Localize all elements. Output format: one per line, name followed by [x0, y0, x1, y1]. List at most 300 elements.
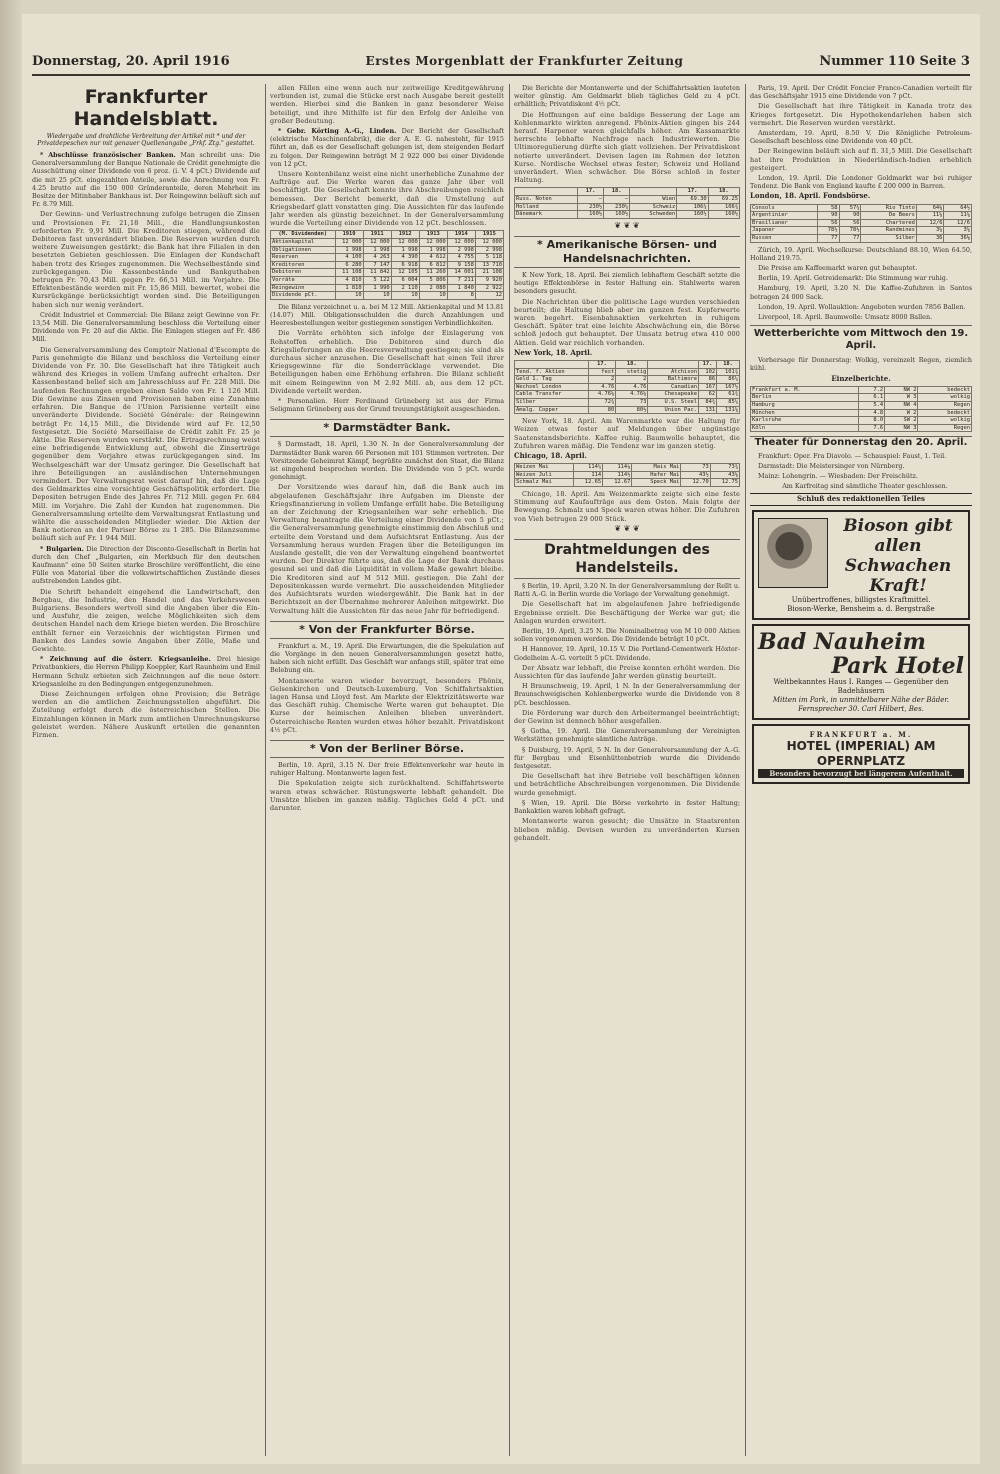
article — [32, 151, 260, 208]
table-cell: 90 — [817, 212, 839, 220]
table-cell: 1 998 — [391, 246, 419, 254]
table-cell: fest — [588, 368, 615, 376]
article-filler-text: Der Reingewinn beläuft sich auf fl. 31,5 Mill. Die Gesellschaft hat ihre Produktion in Niederländisch-Indien erheblich gesteigert. — [750, 147, 972, 172]
table-header-cell: 1914 — [447, 231, 475, 239]
article-filler-text: allen Fällen eine wenn auch nur zeitweilige Kreditgewährung verbunden ist, zumal die Stücke erst nach Ausgabe bereit gestellt werden. Hierbei sind die Banken in ganz besonderer Weise beteiligt, und ihre Mithilfe ist für den Erfolg der Anleihe von großer Bedeutung. — [270, 84, 504, 125]
table-cell: 21 108 — [475, 269, 503, 277]
table-row — [515, 211, 740, 219]
table-cell: Obligationen — [271, 246, 336, 254]
table-row — [751, 386, 972, 394]
table-header-cell: (M. Dividenden) — [271, 231, 336, 239]
table-row — [271, 246, 504, 254]
table-row — [751, 409, 972, 417]
table-row — [515, 471, 740, 479]
table-cell: 14 001 — [447, 269, 475, 277]
new-york-table — [514, 360, 740, 414]
table-header-cell — [648, 361, 699, 369]
chicago-table-title: Chicago, 18. April. — [514, 451, 587, 461]
table-cell: Kreditoren — [271, 261, 336, 269]
table-cell: — — [604, 196, 630, 204]
table-cell: Tend. f. Aktien — [515, 368, 589, 376]
list-item: Frankfurt: Oper. Fra Diavolo. — Schauspiel: Faust, 1. Teil. — [758, 451, 947, 460]
table-cell: 11⅝ — [916, 212, 944, 220]
weather-title: Wetterberichte vom Mittwoch den 19. April. — [750, 325, 972, 352]
table-cell: 57¾ — [839, 204, 861, 212]
table-cell: 1 998 — [335, 246, 363, 254]
table-cell: 12.70 — [681, 479, 710, 487]
table-cell: 10 — [335, 292, 363, 300]
column-4 — [750, 84, 972, 1456]
table-cell: Consols — [751, 204, 818, 212]
article: Berlin, 19. April, 3.15 N. Der freie Effektenverkehr war heute in ruhiger Haltung. Montanwerte lagen fest. — [270, 760, 504, 778]
table-cell: 85¼ — [717, 399, 740, 407]
table-cell: Regen — [918, 424, 972, 432]
list-item: London, 19. April. Wollauktion: Angeboten wurden 7856 Ballen. — [758, 302, 966, 311]
table-cell: 2 922 — [475, 284, 503, 292]
table-cell: 86 — [698, 376, 716, 384]
column-rule — [265, 84, 266, 1456]
table-cell: Schmalz Mai — [515, 479, 574, 487]
table-cell: 13 710 — [475, 261, 503, 269]
table-cell: 3⅝ — [944, 227, 972, 235]
hotel-imperial-ad-title: HOTEL (IMPERIAL) AM OPERNPLATZ — [786, 738, 936, 768]
table-cell: 6 812 — [419, 261, 447, 269]
list-item: § Gotha, 19. April. Die Generalversammlung der Vereinigten Werkstätten genehmigte sämtliche Anträge. — [514, 727, 740, 744]
table-cell: Hamburg — [751, 402, 859, 410]
table-cell: 73 — [681, 464, 710, 472]
table-cell: 4.76 — [616, 383, 648, 391]
devisen-table — [514, 187, 740, 218]
list-item: § Duisburg, 19. April, 5 N. In der Generalversammlung der A.-G. für Bergbau und Eisenhüttenbetrieb wurde die Dividende festgesetzt. — [514, 745, 740, 771]
table-cell: Weizen Juli — [515, 471, 574, 479]
list-item: Liverpool, 18. April. Baumwolle: Umsatz 8000 Ballen. — [758, 313, 933, 322]
table-cell: 101¾ — [717, 368, 740, 376]
table-cell: 10 — [391, 292, 419, 300]
table-cell: 56 — [817, 219, 839, 227]
table-cell: 56 — [839, 219, 861, 227]
theater-title: Theater für Donnerstag den 20. April. — [750, 436, 972, 447]
table-cell: Japaner — [751, 227, 818, 235]
table-row — [515, 391, 740, 399]
table-row — [515, 203, 740, 211]
table-row — [271, 269, 504, 277]
table-cell: Speck Mai — [632, 479, 681, 487]
table-cell: NW 2 — [885, 386, 918, 394]
table-header-cell: 18. — [717, 361, 740, 369]
table-cell: Reserven — [271, 254, 336, 262]
london-table — [750, 204, 972, 243]
table-cell: 5 806 — [419, 277, 447, 285]
table-cell: 160½ — [604, 211, 630, 219]
table-row — [271, 284, 504, 292]
table-cell: Schweden — [630, 211, 677, 219]
ornament-divider: ❦ ❦ ❦ — [614, 523, 640, 533]
koerting-balance-table — [270, 230, 504, 299]
table-cell: 160½ — [677, 211, 708, 219]
table-cell: Schweiz — [630, 203, 677, 211]
table-row — [271, 277, 504, 285]
table-cell: 80 — [588, 406, 615, 414]
table-cell: Regen — [918, 402, 972, 410]
list-item: H Braunschweig, 19. April, 1 N. In der Generalversammlung der Braunschweigischen Kohlenbergwerke wurde die Dividende von 8 pCt. beschlossen. — [514, 682, 740, 707]
table-row — [271, 239, 504, 247]
article-filler-text: Montanwerte waren gesucht; die Umsätze in Staatsrenten blieben mäßig. Devisen wurden zu unveränderten Kursen gehandelt. — [514, 817, 740, 842]
table-cell: 11 842 — [363, 269, 391, 277]
section-title-drahtmeldungen: Drahtmeldungen des Handelsteils. — [514, 539, 740, 579]
table-row — [515, 383, 740, 391]
table-row — [751, 417, 972, 425]
table-cell: 12.75 — [710, 479, 739, 487]
table-cell: 73¾ — [710, 464, 739, 472]
article-filler-text: Montanwerte waren wieder bevorzugt, besonders Phönix, Gelsenkirchen und Deutsch-Luxemburg. Von Schiffahrtsaktien lagen Hansa und Lloyd fest. Am Markte der Elektrizitätswerte war das Geschäft ruhig. Chemische Werte waren gut behauptet. Die Kurse der heimischen Anleihen blieben unverändert. Österreichische Renten wurden etwas höher bezahlt. Privatdiskont 4½ pCt. — [270, 676, 504, 734]
table-cell: Amalg. Copper — [515, 406, 589, 414]
table-header-cell: 1912 — [391, 231, 419, 239]
table-cell: Debitoren — [271, 269, 336, 277]
newspaper-page — [22, 14, 980, 1464]
masthead — [32, 48, 970, 76]
table-cell: Vorräte — [271, 277, 336, 285]
table-cell: 4 810 — [335, 277, 363, 285]
table-cell: Chesapeake — [648, 391, 699, 399]
end-of-editorial: Schluß des redaktionellen Teiles — [750, 493, 972, 505]
table-cell: München — [751, 409, 859, 417]
table-cell: Cable Transfer — [515, 391, 589, 399]
masthead-title: Erstes Morgenblatt der Frankfurter Zeitung — [365, 54, 684, 68]
table-cell: Hafer Mai — [632, 471, 681, 479]
table-cell: 78½ — [817, 227, 839, 235]
article-body: Die Direction der Disconto-Gesellschaft in Berlin hat durch den Chef „Bulgarien, ein Merkbuch für den deutschen Kaufmann" eine 50 Seiten starke Broschüre veröffentlicht, die eine Fülle von Material über die volkswirtschaftlichen Zustände dieses aufstrebenden Landes gibt. — [32, 544, 260, 586]
table-cell: NW 4 — [885, 402, 918, 410]
article-body: Crédit Industriel et Commercial: Die Bilanz zeigt Gewinne von Fr. 13,54 Mill. Die Generalversammlung beschloss die Verteilung einer Dividende von Fr. 20 auf die Aktie. Die Einlagen stiegen auf Fr. 486 Mill. — [32, 310, 260, 344]
table-cell: Russ. Noten — [515, 196, 578, 204]
article: § Darmstadt, 18. April, 1.30 N. In der Generalversammlung der Darmstädter Bank waren 66 Personen mit 101 Stimmen vertreten. Der Vorsitzende Geheimrat Kämpf, begrüßte zunächst den Staat, die Bilanz ist eingehend besprochen worden. Die Dividende von 5 pCt. wurde genehmigt. — [270, 440, 504, 482]
table-cell: 2 — [588, 376, 615, 384]
table-cell: Brasilianer — [751, 219, 818, 227]
article-filler-text: Die Schrift behandelt eingehend die Landwirtschaft, den Bergbau, die Industrie, den Handel und das Verkehrswesen Bulgariens. Besonders wertvoll sind die Angaben über die Ein- und Ausfuhr, die zeigen, welche Möglichkeiten sich dem deutschen Handel nach dem Kriege bieten werden. Die Broschüre enthält ferner ein Verzeichnis der wichtigsten Firmen und Banken des Landes sowie Angaben über Zölle, Maße und Gewichte. — [32, 587, 260, 653]
column-3 — [514, 84, 740, 1456]
table-header-cell: 17. — [578, 188, 604, 196]
list-item: Berlin, 19. April, 3.25 N. Die Nominalbetrag von M 10 000 Aktien sollen vorgenommen werden. Die Dividende beträgt 10 pCt. — [514, 627, 740, 644]
table-cell: 12 — [475, 292, 503, 300]
table-cell: wolkig — [918, 417, 972, 425]
table-cell: 84¾ — [698, 399, 716, 407]
article-filler-text: Der Gewinn- und Verlustrechnung zufolge betrugen die Zinsen und Provisionen Fr. 21,18 Mill., die Handlungsunkosten erforderten Fr. 9,91 Mill. Die Kreditoren stiegen, während die Debitoren fast unverändert blieben. Die Reserven wurden durch weitere Zuweisungen gestärkt; die Bank hat ihre Filialen in den besetzten Gebieten geschlossen. Die Einlagen der Kundschaft haben trotz des Krieges zugenommen. Die Wechselbestände sind zurückgegangen. Die Kassenbestände und Bankguthaben betrugen Fr. 70,43 Mill. gegen Fr. 66,51 Mill. im Vorjahre. Die Effektenbestände werden mit Fr. 15,86 Mill. bewertet, wobei die Kursrückgänge berücksichtigt worden sind. Die Beteiligungen haben sich nur wenig verändert. — [32, 210, 260, 309]
table-cell: Atchison — [648, 368, 699, 376]
table-cell: 7.2 — [858, 386, 885, 394]
table-row — [751, 402, 972, 410]
table-row — [751, 394, 972, 402]
article-filler-text: Die Hoffnungen auf eine baldige Besserung der Lage am Kohlenmarkte wirkten anregend. Phönix-Aktien gingen bis 244 herauf. Harpener waren gleichfalls höher. Am Kassamarkte herrschte lebhafte Nachfrage nach Industriewerten. Die Ultimoregulierung dürfte sich glatt vollziehen. Der Privatdiskont notierte unverändert. Devisen lagen im Rahmen der letzten Kurse. Nordische Wechsel etwas fester; Schweiz und Holland unverändert. Wien schwächer. Die Börse schloß in fester Haltung. — [514, 110, 740, 185]
table-row — [271, 292, 504, 300]
list-item: Paris, 19. April. Der Crédit Foncier Franco-Canadien verteilt für das Geschäftsjahr 1915 eine Dividende von 7 pCt. — [750, 84, 972, 101]
table-cell: 12 000 — [363, 239, 391, 247]
article-filler-text: Unsere Kontenbilanz weist eine nicht unerhebliche Zunahme der Aufträge auf. Die Werke waren das ganze Jahr über voll beschäftigt. Die Gesellschaft konnte ihre Abschreibungen reichlich bemessen. Der Bericht bemerkt, daß die Umstellung auf Kriegsbedarf glatt vonstatten ging. Die Aussichten für das laufende Jahr werden als günstig bezeichnet. In der Generalversammlung wurde die Verteilung einer Dividende von 12 pCt. beschlossen. — [270, 170, 504, 228]
table-cell: SW 2 — [885, 417, 918, 425]
bioson-advertisement — [752, 510, 970, 620]
list-item: § Berlin, 19. April, 3.20 N. In der Generalversammlung der Rellt u. Ratti A.-G. in Berlin wurde die Vorlage der Verwaltung genehmigt. — [514, 582, 740, 599]
table-header-cell — [630, 188, 677, 196]
table-cell: 12.67 — [603, 479, 632, 487]
table-cell: Wien — [630, 196, 677, 204]
table-cell: 114¼ — [573, 464, 602, 472]
article-filler-text: Die Spekulation zeigte sich zurückhaltend. Schiffahrtswerte waren etwas schwächer. Rüstungswerte lebhaft gehandelt. Die Umsätze blieben im ganzen mäßig. Tägliches Geld 4 pCt. und darunter. — [270, 779, 504, 812]
article: Die Berichte der Montanwerte und der Schiffahrtsaktien lauteten weiter günstig. Am Geldmarkt blieb tägliches Geld zu 4 pCt. erhältlich; Privatdiskont 4½ pCt. — [514, 84, 740, 109]
table-cell: 12 105 — [391, 269, 419, 277]
table-cell: 78½ — [839, 227, 861, 235]
article — [270, 127, 504, 168]
table-header-cell: 17. — [677, 188, 708, 196]
table-cell: 6 004 — [391, 277, 419, 285]
table-cell: 12 000 — [419, 239, 447, 247]
bioson-ad-line: Unübertroffenes, billigstes Kraftmittel. — [791, 595, 931, 604]
article-filler-text: New York, 18. April. Am Warenmarkte war die Haltung für Weizen etwas fester auf Meldungen über ungünstige Saatenstandsberichte. Kaffee ruhig. Baumwolle behauptet, die Zufuhren waren mäßig. Die Tendenz war im ganzen stetig. — [514, 417, 740, 450]
table-cell: 167½ — [717, 383, 740, 391]
table-cell: NW 3 — [885, 424, 918, 432]
article-filler-text: Die Nachrichten über die politische Lage wurden verschieden beurteilt; die Haltung blieb aber im ganzen fest. Kupferwerte waren begehrt. Eisenbahnaktien verkehrten in ruhigem Geschäft. Später trat eine leichte Abschwächung ein, die Börse schloß jedoch gut behauptet. Der Umsatz betrug etwa 410 000 Aktien. Geld war reichlich vorhanden. — [514, 297, 740, 347]
table-cell: 7 147 — [363, 261, 391, 269]
table-header-cell — [515, 188, 578, 196]
advertisement-illustration — [758, 518, 828, 588]
table-cell: 5 118 — [475, 254, 503, 262]
article: * Personalien. Herr Ferdinand Grüneberg ist aus der Firma Seligmann Grüneberg aus der Grund treuungstätigkeit ausgeschieden. — [270, 397, 504, 414]
table-cell: 2 110 — [391, 284, 419, 292]
table-cell: 11⅝ — [944, 212, 972, 220]
table-cell: 2 998 — [475, 246, 503, 254]
table-cell: 90 — [839, 212, 861, 220]
article — [32, 655, 260, 688]
masthead-date: Donnerstag, 20. April 1916 — [32, 53, 230, 69]
table-cell: Randmines — [861, 227, 916, 235]
section-title-frankfurter-boerse: * Von der Frankfurter Börse. — [270, 621, 504, 639]
list-item: Mainz: Lohengrin. — Wiesbaden: Der Freischütz. — [758, 472, 918, 481]
table-cell: 2 998 — [447, 246, 475, 254]
list-item: Zürich, 19. April. Wechselkurse: Deutschland 88.10, Wien 64.50, Holland 219.75. — [750, 245, 972, 262]
table-cell: Dividende pCt. — [271, 292, 336, 300]
masthead-page-number: Nummer 110 Seite 3 — [819, 53, 970, 69]
table-cell: U.S. Steel — [648, 399, 699, 407]
park-hotel-ad-details: Mitten im Park, in unmittelbarer Nähe der Bäder. Fernsprecher 30. Carl Hilbert, Bes. — [772, 695, 950, 713]
table-cell: 69.25 — [708, 196, 739, 204]
table-cell: 11 260 — [419, 269, 447, 277]
table-header-cell: 1915 — [475, 231, 503, 239]
table-cell: 6 918 — [391, 261, 419, 269]
table-cell: wolkig — [918, 394, 972, 402]
table-cell: 12 000 — [447, 239, 475, 247]
page-gutter — [0, 0, 22, 1474]
article-body: Drei hiesige Privatbankiers, die Herren Philipp Koeppler, Karl Raunheim und Emil Hermann Schulz erbieten sich Zeichnungen auf die neue österr. Kriegsanleihe zu den Bedingungen entgegenzunehmen. — [32, 655, 260, 688]
table-cell: 4.8 — [858, 409, 885, 417]
table-cell: 5.4 — [858, 402, 885, 410]
table-cell: Baltimore — [648, 376, 699, 384]
article-head: * Gebr. Körting A.-G., Linden. — [278, 127, 397, 136]
table-cell: 3⅝ — [916, 227, 944, 235]
table-header-cell: 18. — [708, 188, 739, 196]
hotel-imperial-ad-line: Besonders bevorzugt bei längerem Aufenthalt. — [758, 769, 964, 778]
section-title-handelsblatt: Frankfurter Handelsblatt. — [73, 86, 219, 130]
article — [32, 311, 260, 344]
table-cell: 12 000 — [475, 239, 503, 247]
table-cell: 12.65 — [573, 479, 602, 487]
table-cell: 8 — [447, 292, 475, 300]
table-cell: Rio Tinto — [861, 204, 916, 212]
table-cell: 73 — [616, 399, 648, 407]
table-cell: Holland — [515, 203, 578, 211]
table-row — [751, 235, 972, 243]
weather-forecast: Vorhersage für Donnerstag: Wolkig, vereinzelt Regen, ziemlich kühl. — [750, 356, 972, 373]
table-cell: 43½ — [681, 471, 710, 479]
column-rule — [509, 84, 510, 1456]
london-table-title: London, 18. April. Fondsbörse. — [750, 191, 871, 201]
table-cell: Mais Mai — [632, 464, 681, 472]
article: Frankfurt a. M., 19. April. Die Erwartungen, die die Spekulation auf die Vorgänge in den neuen Generalversammlungen gesetzt hatte, haben sich nicht erfüllt. Das Geschäft war anfangs still, später trat eine Belebung ein. — [270, 641, 504, 675]
table-cell: 1 990 — [363, 284, 391, 292]
table-cell: 12 000 — [391, 239, 419, 247]
article-filler-text: Die Vorräte erhöhten sich infolge der Einlagerung von Rohstoffen erheblich. Die Debitoren sind durch die Kriegslieferungen an die Heeresverwaltung gestiegen; sie sind als durchaus sicher anzusehen. Die Gesellschaft hat einen Teil ihrer Kriegsgewinne für die Sonderrücklage verwendet. Die Beteiligungen haben eine Erhöhung erfahren. Die Bilanz schließt mit einem Reingewinn von M 2.92 Mill. ab, aus dem 12 pCt. Dividende verteilt werden. — [270, 329, 504, 395]
table-cell: 43⅝ — [710, 471, 739, 479]
list-item: Am Karfreitag sind sämtliche Theater geschlossen. — [782, 482, 948, 491]
article-head: * Zeichnung auf die österr. Kriegsanleihe. — [40, 655, 211, 664]
article-head: * Bulgarien. — [40, 544, 84, 553]
table-cell: 8.0 — [858, 417, 885, 425]
article-filler-text: Die Gesellschaft hat ihre Betriebe voll beschäftigen können und beträchtliche Abschreibungen vorgenommen. Die Dividende wurde genehmigt. — [514, 772, 740, 797]
table-cell: 5 122 — [363, 277, 391, 285]
table-cell: Dänemark — [515, 211, 578, 219]
table-cell: 106¾ — [677, 203, 708, 211]
table-cell: 160½ — [708, 211, 739, 219]
bioson-ad-title: Bioson gibt allen Schwachen Kraft! — [843, 515, 953, 596]
table-cell: Weizen Mai — [515, 464, 574, 472]
hotel-imperial-ad-city: FRANKFURT a. M. — [809, 729, 913, 739]
table-cell: 4.76 — [588, 383, 615, 391]
table-header-cell: 1910 — [335, 231, 363, 239]
hotel-imperial-advertisement — [752, 724, 970, 784]
table-cell: 2 — [616, 376, 648, 384]
table-cell: 1 810 — [335, 284, 363, 292]
park-hotel-ad-title-a: Bad Nauheim — [758, 628, 926, 655]
article-body: Man schreibt uns: Die Generalversammlung der Banque Nationale de Crédit genehmigte die Ausschüttung einer Dividende von 6 proz. (i. V. 4 pCt.) Dividende auf die mit 25 pCt. eingezahlten Anteile, sowie die Anrechnung von Fr. 4.25 brutto auf die 150 000 Gründeranteile, deren Mehrheit im Besitze der Mitinhaber Bankhaus ist. Der Reingewinn beläuft sich auf Fr. 8.79 Mill. — [32, 151, 260, 209]
table-cell: Reingewinn — [271, 284, 336, 292]
table-cell: bedeckt — [918, 386, 972, 394]
table-row — [515, 479, 740, 487]
list-item: Amsterdam, 19. April, 8.50 V. Die Königliche Petroleum-Gesellschaft beschloss eine Dividende von 40 pCt. — [750, 129, 972, 146]
article-filler-text: Die Gesellschaft hat im abgelaufenen Jahre befriedigende Ergebnisse erzielt. Die Beschäftigung der Werke war gut; die Anlagen wurden erweitert. — [514, 600, 740, 625]
list-item: Berlin, 19. April. Getreidemarkt: Die Stimmung war ruhig. — [758, 274, 948, 283]
table-cell: 114⅞ — [603, 464, 632, 472]
table-cell: 7.6 — [858, 424, 885, 432]
column-1 — [32, 84, 260, 1456]
bioson-ad-address: Bioson-Werke, Bensheim a. d. Bergstraße — [787, 604, 935, 613]
table-cell: 58 — [817, 204, 839, 212]
table-cell: 4 263 — [363, 254, 391, 262]
table-cell: W 2 — [885, 409, 918, 417]
table-cell: Aktienkapital — [271, 239, 336, 247]
table-cell: 77 — [817, 235, 839, 243]
table-cell: 72¾ — [588, 399, 615, 407]
section-title-berliner-boerse: * Von der Berliner Börse. — [270, 740, 504, 758]
table-cell: 114 — [573, 471, 602, 479]
article — [32, 545, 260, 586]
table-cell: Wechsel London — [515, 383, 589, 391]
table-row — [751, 227, 972, 235]
table-cell: Geld 1. Tag — [515, 376, 589, 384]
table-cell: Köln — [751, 424, 859, 432]
section-title-darmstaedter-bank: * Darmstädter Bank. — [270, 419, 504, 437]
table-cell: 167 — [698, 383, 716, 391]
table-cell: 1 840 — [447, 284, 475, 292]
section-title-amerikanische-boersen: * Amerikanische Börsen- und Handelsnachrichten. — [514, 236, 740, 268]
article-head: * Abschlüsse französischer Banken. — [40, 151, 176, 159]
table-cell: Russen — [751, 235, 818, 243]
column-2 — [270, 84, 504, 1456]
table-cell: Union Pac. — [648, 406, 699, 414]
ny-table-title: New York, 18. April. — [514, 347, 593, 357]
table-cell: 4 100 — [335, 254, 363, 262]
table-cell: Argentinier — [751, 212, 818, 220]
table-cell: 102 — [698, 368, 716, 376]
list-item: § Wien, 19. April. Die Börse verkehrte in fester Haltung; Bankaktien waren lebhaft gefragt. — [514, 798, 740, 816]
table-cell: 77 — [839, 235, 861, 243]
table-cell: Karlsruhe — [751, 417, 859, 425]
table-cell: 64⅝ — [916, 204, 944, 212]
table-cell: 4 755 — [447, 254, 475, 262]
table-cell: 86¼ — [717, 376, 740, 384]
table-cell: 64½ — [944, 204, 972, 212]
reprint-notice: Wiedergabe und drahtliche Verbreitung der Artikel mit * und der Privatdepeschen nur mit genauer Quellenangabe „Frkf. Ztg." gestattet. — [37, 133, 255, 147]
article-body: Der Bericht der Gesellschaft (elektrische Maschinenfabrik), die der A. E. G. nahesteht, für 1915 führt an, daß es der Gesellschaft gelungen ist, dem steigenden Bedarf zu folgen. Der Reingewinn beträgt M 2 922 000 bei einer Dividende von 12 pCt. — [270, 127, 504, 168]
table-cell: 131 — [698, 406, 716, 414]
park-hotel-ad-title-b: Park Hotel — [831, 652, 964, 679]
table-cell: 2 080 — [419, 284, 447, 292]
table-cell: bedeckt — [918, 409, 972, 417]
park-hotel-ad-line: Weltbekanntes Haus I. Ranges — Gegenüber den Badehäusern — [773, 677, 949, 695]
table-row — [751, 219, 972, 227]
table-cell: 12/6 — [916, 219, 944, 227]
table-cell: 131⅝ — [717, 406, 740, 414]
list-item: Darmstadt: Die Meistersinger von Nürnberg. — [758, 461, 905, 470]
chicago-table — [514, 463, 740, 487]
table-cell: 160½ — [578, 211, 604, 219]
table-cell: 4.76⅝ — [616, 391, 648, 399]
weather-table — [750, 386, 972, 433]
table-cell: 114½ — [603, 471, 632, 479]
table-cell: 36 — [916, 235, 944, 243]
table-cell: 1 998 — [363, 246, 391, 254]
table-row — [751, 212, 972, 220]
article-filler-text: Diese Zeichnungen erfolgen ohne Provision; die Beträge werden an die amtlichen Zeichnungsstellen abgeführt. Die Zuteilung erfolgt durch die österreichischen Stellen. Die Einzahlungen können in Mark zum amtlichen Umrechnungskurse geleistet werden. Nähere Auskunft erteilen die genannten Firmen. — [32, 690, 260, 740]
table-header-cell: 1913 — [419, 231, 447, 239]
table-cell: Chartered — [861, 219, 916, 227]
article: Die Bilanz verzeichnet u. a. bei M 12 Mill. Aktienkapital und M 13.81 (14.07) Mill. Obligationsschulden die durch Anzahlungen und Heeresbestellungen weiter gestiegenen sonstigen Verbindlichkeiten. — [270, 302, 504, 328]
table-cell: — — [578, 196, 604, 204]
table-row — [515, 376, 740, 384]
table-cell: Frankfurt a. M. — [751, 386, 859, 394]
list-item: H Hannover, 19. April, 10.15 V. Die Portland-Cementwerk Höxter-Godelheim A.-G. verteilt 5 pCt. Dividende. — [514, 645, 740, 662]
table-header-cell: 18. — [604, 188, 630, 196]
table-cell: Silber — [515, 399, 589, 407]
table-cell: 62 — [698, 391, 716, 399]
table-cell: 61¾ — [717, 391, 740, 399]
table-cell: 9 158 — [447, 261, 475, 269]
table-cell: 12 000 — [335, 239, 363, 247]
table-cell: 6 280 — [335, 261, 363, 269]
table-row — [515, 196, 740, 204]
table-row — [271, 261, 504, 269]
table-row — [751, 204, 972, 212]
table-cell: 10 — [419, 292, 447, 300]
table-row — [515, 368, 740, 376]
column-rule — [745, 84, 746, 1456]
table-cell: 12/6 — [944, 219, 972, 227]
